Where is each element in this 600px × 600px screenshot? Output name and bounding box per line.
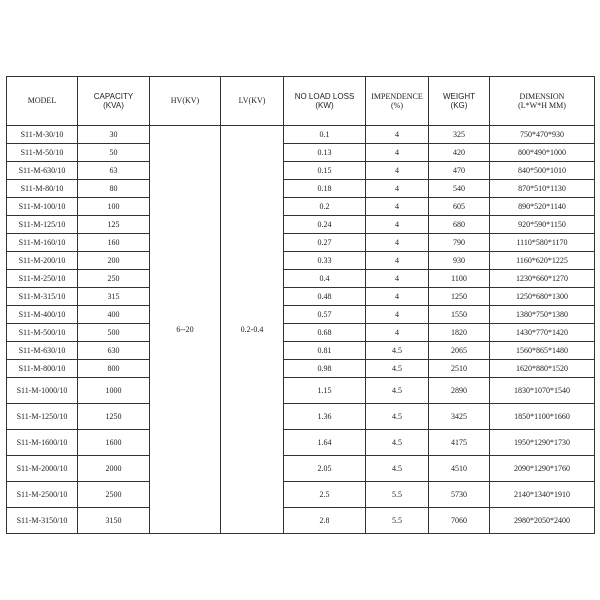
- cell-weight: 4510: [429, 456, 490, 482]
- cell-capacity: 2500: [78, 482, 150, 508]
- cell-dimension: 1620*880*1520: [490, 360, 595, 378]
- cell-impedance: 4: [366, 306, 429, 324]
- cell-capacity: 1000: [78, 378, 150, 404]
- cell-impedance: 4: [366, 234, 429, 252]
- cell-model: S11-M-500/10: [7, 324, 78, 342]
- cell-no-load-loss: 0.2: [284, 198, 366, 216]
- header-no-load-loss-line2: (KW): [315, 101, 334, 110]
- cell-dimension: 2980*2050*2400: [490, 508, 595, 534]
- cell-model: S11-M-3150/10: [7, 508, 78, 534]
- cell-weight: 1250: [429, 288, 490, 306]
- cell-dimension: 870*510*1130: [490, 180, 595, 198]
- cell-dimension: 1950*1290*1730: [490, 430, 595, 456]
- cell-weight: 790: [429, 234, 490, 252]
- table-row: [7, 198, 595, 216]
- cell-no-load-loss: 0.13: [284, 144, 366, 162]
- header-row: [7, 77, 595, 126]
- cell-weight: 2890: [429, 378, 490, 404]
- cell-impedance: 4: [366, 288, 429, 306]
- table-row: [7, 162, 595, 180]
- cell-no-load-loss: 1.64: [284, 430, 366, 456]
- header-model: MODEL: [7, 77, 78, 126]
- header-capacity-line1: CAPACITY: [93, 91, 134, 101]
- cell-model: S11-M-50/10: [7, 144, 78, 162]
- cell-no-load-loss: 0.18: [284, 180, 366, 198]
- header-dimension: [490, 77, 595, 126]
- table-row: [7, 306, 595, 324]
- cell-weight: 1100: [429, 270, 490, 288]
- cell-capacity: 250: [78, 270, 150, 288]
- cell-capacity: 200: [78, 252, 150, 270]
- cell-weight: 1550: [429, 306, 490, 324]
- cell-capacity: 2000: [78, 456, 150, 482]
- cell-model: S11-M-400/10: [7, 306, 78, 324]
- cell-weight: 3425: [429, 404, 490, 430]
- cell-impedance: 4.5: [366, 404, 429, 430]
- cell-impedance: 4: [366, 324, 429, 342]
- cell-capacity: 800: [78, 360, 150, 378]
- cell-capacity: 80: [78, 180, 150, 198]
- header-no-load-loss: [284, 77, 366, 126]
- cell-impedance: 4: [366, 270, 429, 288]
- table-row: [7, 126, 595, 144]
- cell-dimension: 1110*580*1170: [490, 234, 595, 252]
- cell-no-load-loss: 0.15: [284, 162, 366, 180]
- cell-no-load-loss: 2.5: [284, 482, 366, 508]
- cell-weight: 4175: [429, 430, 490, 456]
- cell-impedance: 4.5: [366, 378, 429, 404]
- cell-dimension: 920*590*1150: [490, 216, 595, 234]
- cell-impedance: 4: [366, 144, 429, 162]
- cell-impedance: 4.5: [366, 430, 429, 456]
- cell-capacity: 630: [78, 342, 150, 360]
- header-capacity: [78, 77, 150, 126]
- cell-capacity: 125: [78, 216, 150, 234]
- transformer-spec-table: [6, 76, 595, 534]
- cell-weight: 7060: [429, 508, 490, 534]
- cell-impedance: 4.5: [366, 456, 429, 482]
- table-row: [7, 482, 595, 508]
- cell-capacity: 160: [78, 234, 150, 252]
- cell-capacity: 100: [78, 198, 150, 216]
- cell-weight: 930: [429, 252, 490, 270]
- cell-model: S11-M-1600/10: [7, 430, 78, 456]
- header-no-load-loss-line1: NO LOAD LOSS: [294, 91, 355, 101]
- header-impedance-line1: IMPENDENCE: [371, 91, 423, 101]
- table-row: [7, 288, 595, 306]
- table-row: [7, 216, 595, 234]
- cell-dimension: 1830*1070*1540: [490, 378, 595, 404]
- table-row: [7, 144, 595, 162]
- cell-capacity: 500: [78, 324, 150, 342]
- cell-impedance: 4.5: [366, 342, 429, 360]
- table-row: [7, 324, 595, 342]
- cell-no-load-loss: 0.57: [284, 306, 366, 324]
- cell-dimension: 840*500*1010: [490, 162, 595, 180]
- cell-impedance: 4: [366, 126, 429, 144]
- table-row: [7, 180, 595, 198]
- table-row: [7, 456, 595, 482]
- cell-impedance: 5.5: [366, 508, 429, 534]
- cell-dimension: 1430*770*1420: [490, 324, 595, 342]
- cell-impedance: 5.5: [366, 482, 429, 508]
- cell-weight: 5730: [429, 482, 490, 508]
- header-impedance: [366, 77, 429, 126]
- cell-no-load-loss: 0.33: [284, 252, 366, 270]
- header-weight: [429, 77, 490, 126]
- header-capacity-line2: (KVA): [103, 101, 124, 110]
- table-body: [7, 126, 595, 534]
- cell-dimension: 890*520*1140: [490, 198, 595, 216]
- cell-weight: 2510: [429, 360, 490, 378]
- cell-weight: 470: [429, 162, 490, 180]
- cell-dimension: 1850*1100*1660: [490, 404, 595, 430]
- cell-lv: 0.2-0.4: [221, 126, 284, 534]
- cell-capacity: 1600: [78, 430, 150, 456]
- cell-impedance: 4.5: [366, 360, 429, 378]
- cell-dimension: 1160*620*1225: [490, 252, 595, 270]
- cell-model: S11-M-100/10: [7, 198, 78, 216]
- cell-dimension: 1380*750*1380: [490, 306, 595, 324]
- cell-impedance: 4: [366, 216, 429, 234]
- cell-model: S11-M-2000/10: [7, 456, 78, 482]
- cell-no-load-loss: 2.8: [284, 508, 366, 534]
- cell-capacity: 50: [78, 144, 150, 162]
- table-row: [7, 252, 595, 270]
- cell-weight: 1820: [429, 324, 490, 342]
- cell-model: S11-M-30/10: [7, 126, 78, 144]
- cell-no-load-loss: 0.24: [284, 216, 366, 234]
- cell-weight: 325: [429, 126, 490, 144]
- cell-capacity: 400: [78, 306, 150, 324]
- cell-capacity: 315: [78, 288, 150, 306]
- cell-no-load-loss: 0.27: [284, 234, 366, 252]
- cell-weight: 420: [429, 144, 490, 162]
- cell-capacity: 63: [78, 162, 150, 180]
- table-row: [7, 508, 595, 534]
- cell-model: S11-M-630/10: [7, 162, 78, 180]
- cell-weight: 2065: [429, 342, 490, 360]
- cell-no-load-loss: 2.05: [284, 456, 366, 482]
- cell-model: S11-M-2500/10: [7, 482, 78, 508]
- table-row: [7, 234, 595, 252]
- cell-capacity: 30: [78, 126, 150, 144]
- table-row: [7, 360, 595, 378]
- table-row: [7, 378, 595, 404]
- cell-impedance: 4: [366, 162, 429, 180]
- table-row: [7, 404, 595, 430]
- header-impedance-line2: (%): [391, 101, 403, 110]
- cell-model: S11-M-160/10: [7, 234, 78, 252]
- cell-model: S11-M-630/10: [7, 342, 78, 360]
- cell-dimension: 2090*1290*1760: [490, 456, 595, 482]
- table-row: [7, 270, 595, 288]
- header-dimension-line2: (L*W*H MM): [518, 101, 566, 110]
- cell-model: S11-M-315/10: [7, 288, 78, 306]
- cell-weight: 540: [429, 180, 490, 198]
- cell-no-load-loss: 0.1: [284, 126, 366, 144]
- header-dimension-line1: DIMENSION: [519, 91, 565, 101]
- cell-no-load-loss: 1.15: [284, 378, 366, 404]
- cell-weight: 605: [429, 198, 490, 216]
- header-weight-line1: WEIGHT: [443, 91, 475, 101]
- cell-capacity: 1250: [78, 404, 150, 430]
- cell-dimension: 800*490*1000: [490, 144, 595, 162]
- header-weight-line2: (KG): [450, 101, 468, 110]
- header-lv: LV(KV): [221, 77, 284, 126]
- cell-model: S11-M-800/10: [7, 360, 78, 378]
- cell-weight: 680: [429, 216, 490, 234]
- cell-hv: 6--20: [150, 126, 221, 534]
- cell-dimension: 1230*660*1270: [490, 270, 595, 288]
- cell-capacity: 3150: [78, 508, 150, 534]
- table-row: [7, 430, 595, 456]
- cell-no-load-loss: 0.4: [284, 270, 366, 288]
- table-row: [7, 342, 595, 360]
- cell-impedance: 4: [366, 180, 429, 198]
- cell-model: S11-M-250/10: [7, 270, 78, 288]
- cell-dimension: 2140*1340*1910: [490, 482, 595, 508]
- cell-model: S11-M-200/10: [7, 252, 78, 270]
- cell-impedance: 4: [366, 252, 429, 270]
- cell-dimension: 1250*680*1300: [490, 288, 595, 306]
- cell-no-load-loss: 0.98: [284, 360, 366, 378]
- cell-model: S11-M-1000/10: [7, 378, 78, 404]
- cell-model: S11-M-80/10: [7, 180, 78, 198]
- header-hv: HV(KV): [150, 77, 221, 126]
- cell-no-load-loss: 0.48: [284, 288, 366, 306]
- cell-model: S11-M-125/10: [7, 216, 78, 234]
- cell-no-load-loss: 1.36: [284, 404, 366, 430]
- cell-dimension: 1560*865*1480: [490, 342, 595, 360]
- cell-impedance: 4: [366, 198, 429, 216]
- cell-model: S11-M-1250/10: [7, 404, 78, 430]
- cell-no-load-loss: 0.81: [284, 342, 366, 360]
- cell-dimension: 750*470*930: [490, 126, 595, 144]
- cell-no-load-loss: 0.68: [284, 324, 366, 342]
